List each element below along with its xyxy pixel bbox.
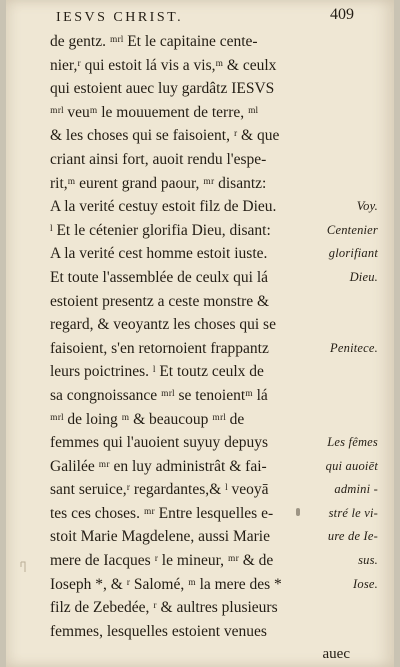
text-line: A la verité cest homme estoit iuste. glorifiant bbox=[50, 242, 350, 266]
text-line: Ioseph *, & ʳ Salomé, ᵐ la mere des * Iose. bbox=[50, 573, 350, 597]
text-line: rit,ᵐ eurent grand paour, ᵐʳ disantz: bbox=[50, 174, 267, 192]
text-line: de gentz. ᵐʳˡ Et le capitaine cente- bbox=[50, 33, 258, 50]
text-line: qui estoient auec luy gardâtz IESVS bbox=[50, 80, 275, 98]
text-line: regard, & veoyantz les choses qui se bbox=[50, 316, 276, 334]
marginal-note: glorifiant bbox=[328, 246, 378, 261]
text-line: femmes qui l'auoient suyuy depuys Les fêmes bbox=[50, 431, 350, 455]
text-line: faisoient, s'en retornoient frappantz Penitece. bbox=[50, 337, 350, 361]
body-text bbox=[50, 30, 378, 667]
text-line: criant ainsi fort, auoit rendu l'espe- bbox=[50, 150, 267, 168]
marginal-note: Centenier bbox=[326, 222, 378, 237]
paper-wormhole bbox=[296, 508, 300, 516]
text-line: filz de Zebedée, ʳ & aultres plusieurs bbox=[50, 599, 278, 617]
text-line: Et toute l'assemblée de ceulx qui lá Dieu. bbox=[50, 266, 350, 290]
text-line: ᵐʳˡ de loing ᵐ & beaucoup ᵐʳˡ de bbox=[50, 410, 245, 428]
text-line: leurs poictrines. ˡ Et toutz ceulx de bbox=[50, 363, 264, 381]
text-line: mere de Iacques ʳ le mineur, ᵐʳ & de sus. bbox=[50, 549, 350, 573]
marginal-note: Voy. bbox=[356, 199, 378, 214]
text-line: ˡ Et le cétenier glorifia Dieu, disant: Centenier bbox=[50, 219, 350, 243]
pilcrow-mark-icon bbox=[18, 560, 32, 574]
text-line: & les choses qui se faisoient, ʳ & que bbox=[50, 127, 280, 145]
text-line: nier,ʳ qui estoit lá vis a vis,ᵐ & ceulx bbox=[50, 56, 277, 74]
text-line: tes ces choses. ᵐʳ Entre lesquelles e- stré le vi- bbox=[50, 502, 350, 526]
marginal-note: ure de Ie- bbox=[327, 529, 378, 544]
marginal-note: Iose. bbox=[353, 576, 378, 591]
marginal-note: Penitece. bbox=[330, 340, 378, 355]
book-page bbox=[6, 0, 394, 667]
page-number: 409 bbox=[330, 6, 354, 23]
text-line: ᵐʳˡ veuᵐ le mouuement de terre, ᵐˡ bbox=[50, 103, 259, 121]
text-line: estoient presentz a ceste monstre & bbox=[50, 292, 270, 310]
catchword: auec bbox=[322, 646, 350, 663]
running-head: IESVS CHRIST. bbox=[56, 10, 184, 25]
text-line: Galilée ᵐʳ en luy administrât & fai- qui auoiēt bbox=[50, 455, 350, 479]
text-line: sant seruice,ʳ regardantes,& ˡ veoyā admini - bbox=[50, 478, 350, 502]
marginal-note: sus. bbox=[358, 553, 378, 568]
text-line: sa congnoissance ᵐʳˡ se tenoientᵐ lá bbox=[50, 386, 268, 404]
marginal-note: qui auoiēt bbox=[325, 458, 378, 473]
marginal-note: Dieu. bbox=[349, 269, 378, 284]
text-line: femmes, lesquelles estoient venues bbox=[50, 622, 267, 640]
marginal-note: admini - bbox=[334, 482, 378, 497]
text-line: A la verité cestuy estoit filz de Dieu. Voy. bbox=[50, 195, 350, 219]
text-line: stoit Marie Magdelene, aussi Marie ure de Ie- bbox=[50, 525, 350, 549]
marginal-note: Les fêmes bbox=[327, 435, 378, 450]
marginal-note: stré le vi- bbox=[328, 505, 378, 520]
catchword-line bbox=[50, 643, 350, 667]
